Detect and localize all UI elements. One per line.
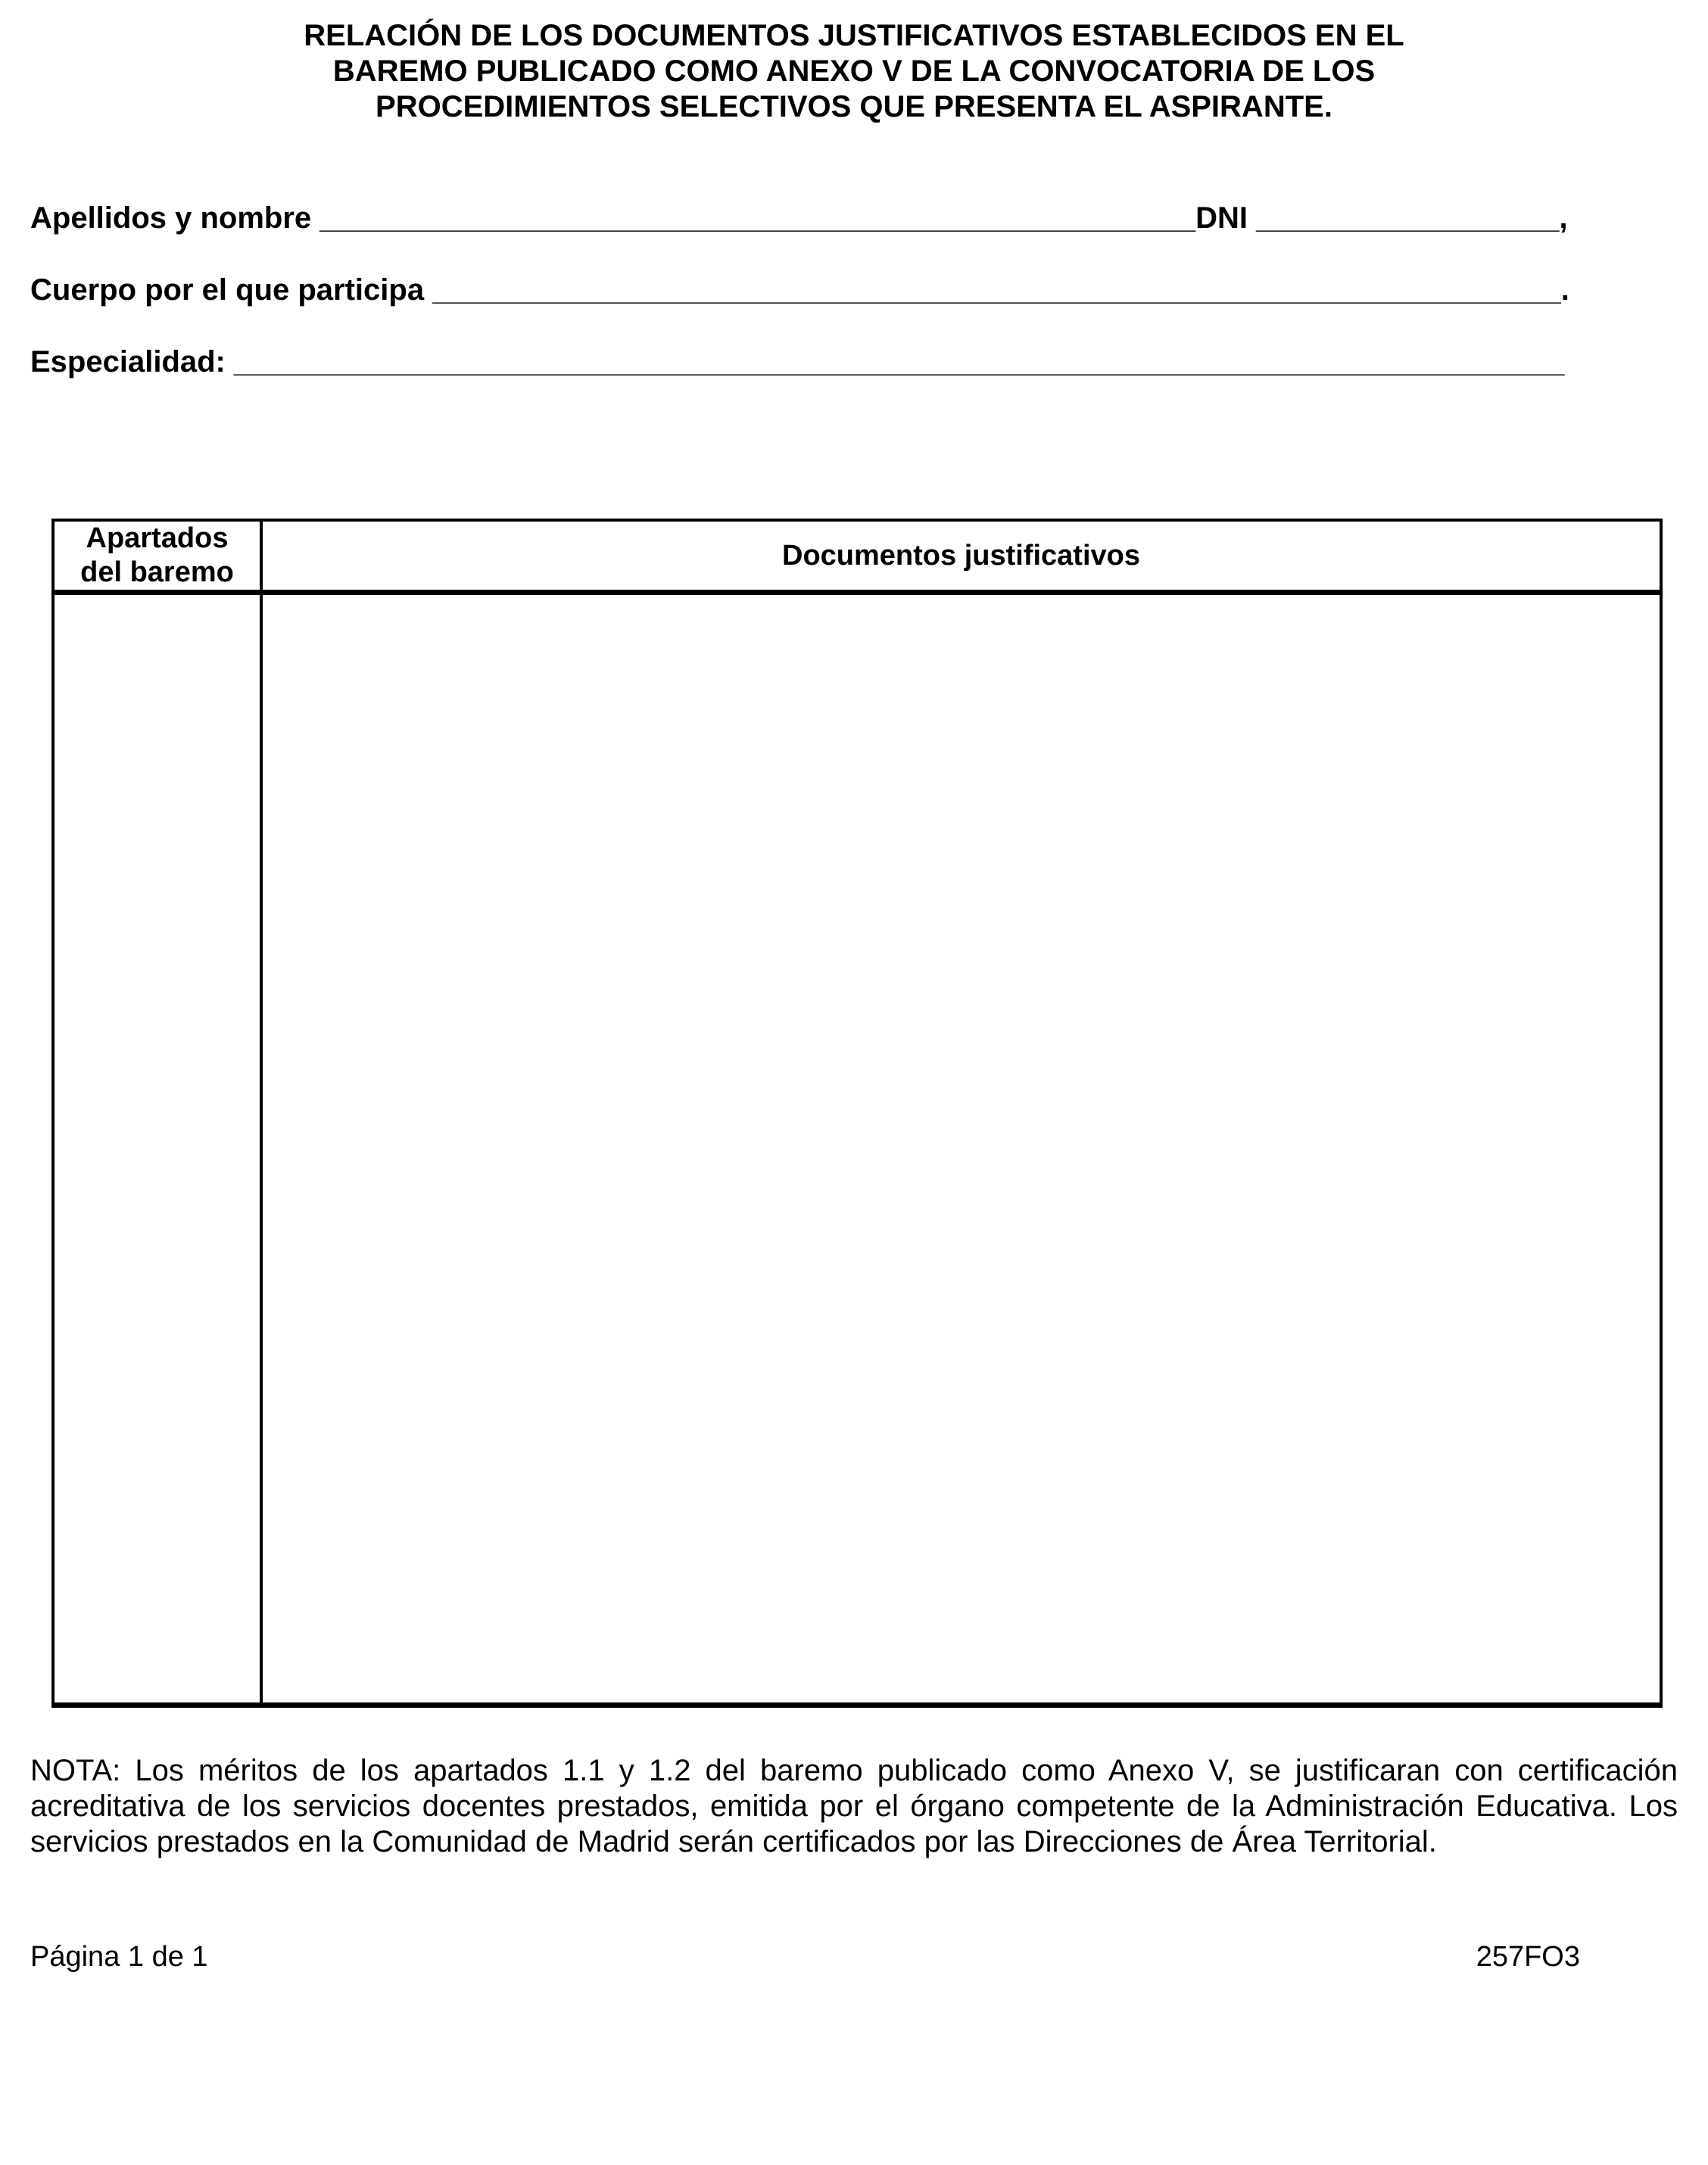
- form-code-label: 257FO3: [1476, 1941, 1580, 1973]
- cuerpo-blank-line: ___________________________________________________________________: [432, 273, 1561, 307]
- title-line-3: PROCEDIMIENTOS SELECTIVOS QUE PRESENTA EL ASPIRANTE.: [376, 90, 1332, 123]
- cuerpo-line-suffix: .: [1560, 273, 1569, 307]
- page-number-label: Página 1 de 1: [30, 1941, 208, 1973]
- table-header-apartados-line-2: del baremo: [80, 556, 234, 588]
- field-row-apellidos-dni: [30, 201, 1708, 236]
- especialidad-blank-line: _______________________________________________________________________________: [233, 345, 1565, 378]
- table-header-apartados-line-1: Apartados: [86, 522, 229, 554]
- form-fields: [30, 201, 1708, 380]
- table-cell-documentos: [261, 593, 1661, 1706]
- dni-label: DNI: [1195, 201, 1257, 235]
- apellidos-blank-line: ____________________________________________________: [319, 201, 1196, 235]
- table-header-documentos: Documentos justificativos: [261, 520, 1661, 593]
- table-header-row: [53, 520, 1661, 593]
- table-cell-apartados: [53, 593, 261, 1706]
- apellidos-label: Apellidos y nombre: [30, 201, 320, 235]
- table-body-row: [53, 593, 1661, 1706]
- title-line-1: RELACIÓN DE LOS DOCUMENTOS JUSTIFICATIVOS ESTABLECIDOS EN EL: [304, 19, 1404, 52]
- page-footer: [30, 1940, 1678, 1973]
- document-title: [0, 0, 1708, 125]
- especialidad-label: Especialidad:: [30, 345, 234, 378]
- field-row-cuerpo: [30, 273, 1708, 308]
- nota-paragraph: NOTA: Los méritos de los apartados 1.1 y 1.2 del baremo publicado como Anexo V, se justificaran con certificación acreditativa de los servicios docentes prestados, emitida por el órgano competente de la Administración Educativa. Los servicios prestados en la Comunidad de Madrid serán certificados por las Direcciones de Área Territorial.: [30, 1754, 1678, 1858]
- apellidos-line-suffix: ,: [1559, 201, 1568, 235]
- field-row-especialidad: [30, 344, 1708, 380]
- dni-blank-line: __________________: [1256, 201, 1560, 235]
- documents-table: [51, 519, 1663, 1708]
- title-line-2: BAREMO PUBLICADO COMO ANEXO V DE LA CONVOCATORIA DE LOS: [332, 55, 1376, 88]
- cuerpo-label: Cuerpo por el que participa: [30, 273, 433, 307]
- table-header-apartados: [53, 520, 261, 593]
